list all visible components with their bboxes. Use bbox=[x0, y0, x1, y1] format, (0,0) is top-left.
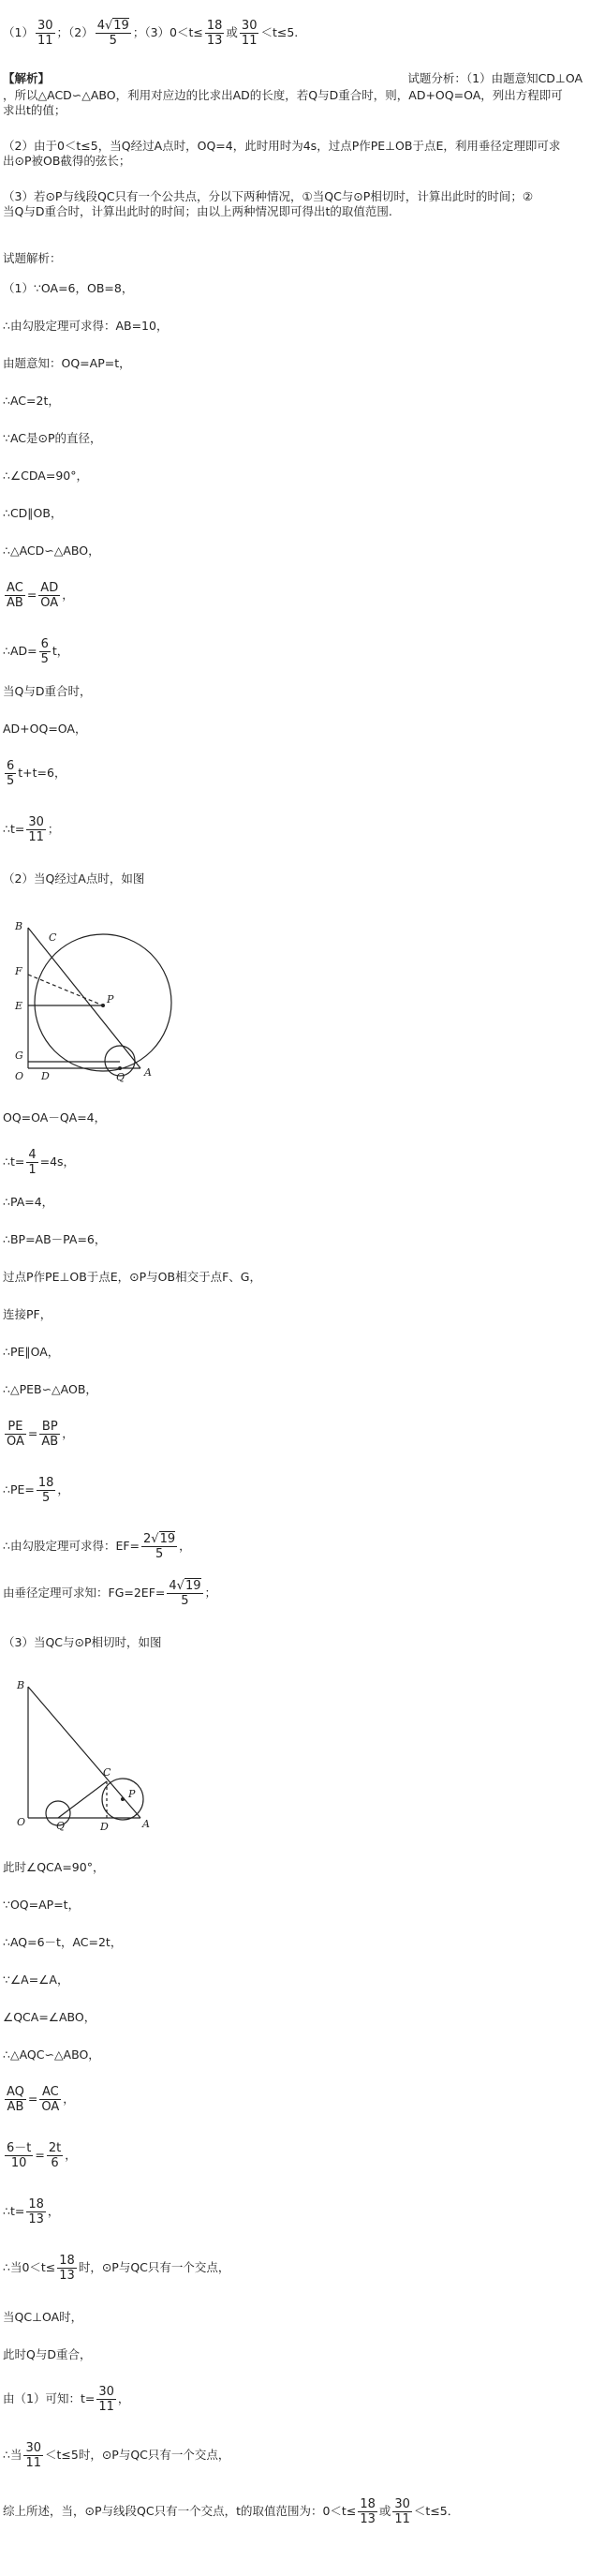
text: ； bbox=[204, 1586, 217, 1600]
solution-step: 当QC⊥OA时， bbox=[3, 2310, 83, 2324]
numerator: AC bbox=[39, 2085, 61, 2100]
text: ∴t= bbox=[3, 822, 25, 836]
numerator: AC bbox=[5, 581, 25, 596]
solution-step: OQ=OA－QA=4， bbox=[3, 1110, 107, 1124]
solution-step: ∵AC是⊙P的直径， bbox=[3, 431, 102, 445]
fraction-sqrt bbox=[96, 19, 131, 48]
label-b: B bbox=[17, 1679, 25, 1691]
text: t， bbox=[52, 644, 69, 658]
denominator: 13 bbox=[28, 2212, 44, 2226]
circle-p bbox=[35, 934, 171, 1071]
text: ＜t≤5时，⊙P与QC只有一个交点， bbox=[45, 2448, 230, 2462]
fraction bbox=[5, 1420, 26, 1449]
point-q bbox=[118, 1066, 122, 1070]
punct: ， bbox=[62, 588, 74, 602]
solution-step: 此时∠QCA=90°， bbox=[3, 1860, 105, 1874]
fraction bbox=[240, 19, 259, 48]
analysis-text: （2）由于0＜t≤5，当Q经过A点时，OQ=4，此时用时为4s，过点P作PE⊥OB于点E，利用垂径定理即可求 bbox=[3, 139, 561, 153]
solution-step bbox=[3, 1476, 69, 1505]
answer-line bbox=[3, 19, 298, 48]
label-o: O bbox=[15, 1070, 24, 1082]
fraction bbox=[5, 759, 16, 788]
denominator: 5 bbox=[155, 1547, 164, 1561]
label-q: Q bbox=[116, 1071, 125, 1082]
solution-step: ∴CD∥OB， bbox=[3, 506, 63, 520]
fraction bbox=[39, 2085, 61, 2114]
denominator: 13 bbox=[59, 2269, 75, 2283]
label-c: C bbox=[103, 1766, 111, 1779]
equals: = bbox=[35, 2148, 45, 2162]
solution-step bbox=[3, 759, 66, 788]
denominator: OA bbox=[40, 596, 59, 610]
solution-step: ∠QCA=∠ABO， bbox=[3, 2010, 96, 2024]
text: ； bbox=[47, 822, 60, 836]
solution-step: ∴△AQC∽△ABO， bbox=[3, 2047, 100, 2062]
denominator: 10 bbox=[10, 2156, 27, 2170]
denominator: OA bbox=[41, 2100, 60, 2114]
fraction bbox=[26, 815, 46, 844]
separator: ；（2） bbox=[56, 25, 94, 39]
point-p bbox=[101, 1004, 105, 1007]
solution-step bbox=[3, 2441, 229, 2470]
analysis-intro: 试题分析：（1）由题意知CD⊥OA bbox=[407, 71, 583, 85]
solution-step: AD+OQ=OA， bbox=[3, 722, 87, 736]
solution-step: ∴AC=2t， bbox=[3, 394, 60, 408]
radicand: 19 bbox=[159, 1532, 176, 1546]
coefficient: 2 bbox=[143, 1532, 152, 1546]
solution-step bbox=[3, 2197, 59, 2226]
solution-step bbox=[3, 2385, 129, 2414]
numerator: 18 bbox=[206, 19, 223, 33]
solution-title: 试题解析： bbox=[3, 251, 62, 265]
solution-step: 连接PF， bbox=[3, 1307, 52, 1321]
text: ∴当 bbox=[3, 2448, 22, 2462]
solution-step: ∴△PEB∽△AOB， bbox=[3, 1382, 97, 1396]
solution-step: ∴∠CDA=90°， bbox=[3, 469, 88, 483]
label-q: Q bbox=[56, 1820, 66, 1832]
label-d: D bbox=[100, 1821, 109, 1833]
fraction bbox=[38, 581, 60, 610]
numerator: 30 bbox=[37, 19, 53, 33]
radicand: 19 bbox=[113, 19, 129, 33]
separator: ；（3）0＜t≤ bbox=[132, 25, 203, 39]
text: 由垂径定理可求知：FG=2EF= bbox=[3, 1586, 166, 1600]
fraction bbox=[36, 19, 55, 48]
label-e: E bbox=[15, 1000, 23, 1012]
analysis-text: （3）若⊙P与线段QC只有一个公共点，分以下两种情况，①当QC与⊙P相切时，计算出此时的时间；② bbox=[3, 189, 534, 203]
numerator: 30 bbox=[28, 815, 44, 829]
solution-step bbox=[3, 1148, 75, 1177]
fraction bbox=[5, 581, 25, 610]
analysis-text: 求出t的值； bbox=[3, 103, 66, 117]
denominator: 5 bbox=[7, 774, 15, 788]
text: 时，⊙P与QC只有一个交点， bbox=[78, 2260, 230, 2274]
text: ∴当0＜t≤ bbox=[3, 2260, 56, 2274]
conclusion bbox=[3, 2497, 459, 2526]
fraction-sqrt bbox=[167, 1579, 202, 1608]
text: =4s， bbox=[39, 1154, 76, 1169]
denominator: 5 bbox=[40, 652, 49, 666]
solution-step: （2）当Q经过A点时，如图 bbox=[3, 871, 145, 886]
fraction bbox=[47, 2141, 63, 2170]
fraction bbox=[96, 2385, 116, 2414]
numerator: 18 bbox=[37, 1476, 54, 1490]
punct: ， bbox=[62, 1426, 74, 1440]
equals: = bbox=[26, 588, 37, 602]
point-p bbox=[121, 1797, 125, 1801]
denominator: 1 bbox=[28, 1163, 37, 1177]
numerator: 30 bbox=[98, 2385, 114, 2399]
solution-step: 由题意知：OQ=AP=t， bbox=[3, 356, 131, 370]
text: ， bbox=[179, 1539, 191, 1553]
label-c: C bbox=[49, 931, 57, 944]
fraction bbox=[5, 2141, 33, 2170]
denominator: 5 bbox=[181, 1594, 189, 1608]
denominator: 11 bbox=[241, 34, 258, 48]
text: ， bbox=[117, 2391, 130, 2405]
solution-step: （3）当QC与⊙P相切时，如图 bbox=[3, 1635, 162, 1649]
text: ∴t= bbox=[3, 2204, 25, 2218]
numerator: 6 bbox=[7, 759, 15, 773]
analysis-text: ，所以△ACD∽△ABO，利用对应边的比求出AD的长度，若Q与D重合时，则，AD+OQ=OA，列出方程即可 bbox=[3, 88, 563, 102]
label-b: B bbox=[15, 920, 23, 932]
numerator: AD bbox=[40, 581, 59, 595]
label-a: A bbox=[142, 1818, 150, 1830]
label-p: P bbox=[128, 1788, 136, 1800]
text: ， bbox=[47, 2204, 60, 2218]
numerator: 30 bbox=[241, 19, 258, 33]
fraction bbox=[39, 637, 51, 666]
text: 综上所述，当，⊙P与线段QC只有一个交点，t的取值范围为：0＜t≤ bbox=[3, 2504, 357, 2518]
analysis-label: 【解析】 bbox=[3, 71, 51, 85]
fraction bbox=[39, 1420, 60, 1449]
geometry-figure-2 bbox=[9, 1668, 159, 1837]
text: ， bbox=[57, 1482, 69, 1496]
solution-step: 此时Q与D重合， bbox=[3, 2347, 92, 2361]
solution-step: ∴AQ=6－t，AC=2t， bbox=[3, 1935, 123, 1949]
text: 由（1）可知：t= bbox=[3, 2391, 96, 2405]
analysis-text: 当Q与D重合时，计算出此时的时间；由以上两种情况即可得出t的取值范围. bbox=[3, 204, 392, 218]
text: ∴由勾股定理可求得：EF= bbox=[3, 1539, 140, 1553]
ratio-equation bbox=[3, 2141, 77, 2170]
fraction bbox=[26, 1148, 37, 1177]
answer-tail: ＜t≤5. bbox=[260, 25, 299, 39]
fraction bbox=[23, 2441, 43, 2470]
label-p: P bbox=[107, 993, 114, 1005]
fraction-sqrt bbox=[141, 1532, 177, 1561]
solution-step: 当Q与D重合时， bbox=[3, 684, 92, 698]
numerator: 6 bbox=[40, 637, 49, 651]
numerator: 4 bbox=[28, 1148, 37, 1162]
numerator: AQ bbox=[7, 2085, 24, 2099]
fraction bbox=[5, 2085, 26, 2114]
ratio-equation bbox=[3, 1420, 74, 1449]
denominator: AB bbox=[41, 1435, 59, 1449]
label-g: G bbox=[15, 1050, 23, 1062]
numerator: PE bbox=[5, 1420, 26, 1435]
denominator: AB bbox=[7, 2100, 24, 2114]
label-a: A bbox=[144, 1066, 152, 1079]
denominator: AB bbox=[7, 596, 23, 610]
ratio-equation bbox=[3, 2085, 75, 2114]
numerator: 6－t bbox=[7, 2141, 32, 2155]
answer-prefix: （1） bbox=[3, 25, 34, 39]
text: ＜t≤5． bbox=[413, 2504, 460, 2518]
numerator: 2t bbox=[48, 2141, 62, 2155]
fraction bbox=[26, 2197, 46, 2226]
equals: = bbox=[27, 2092, 38, 2106]
denominator: 5 bbox=[42, 1491, 51, 1505]
denominator: 5 bbox=[109, 34, 117, 48]
denominator: 11 bbox=[37, 34, 53, 48]
label-d: D bbox=[41, 1070, 50, 1082]
denominator: 11 bbox=[394, 2512, 410, 2526]
solution-step: ∴BP=AB－PA=6， bbox=[3, 1232, 107, 1246]
fraction bbox=[392, 2497, 412, 2526]
solution-step: ∴PE∥OA， bbox=[3, 1345, 60, 1359]
analysis-text: 出⊙P被OB截得的弦长； bbox=[3, 154, 131, 168]
coefficient: 4 bbox=[96, 19, 105, 33]
numerator: 18 bbox=[360, 2497, 376, 2511]
text: ∴PE= bbox=[3, 1482, 35, 1496]
numerator: 18 bbox=[59, 2254, 75, 2268]
equals: = bbox=[27, 1426, 38, 1440]
geometry-figure-1 bbox=[9, 909, 173, 1082]
solution-step: （1）∵OA=6，OB=8， bbox=[3, 281, 134, 295]
text: ∴t= bbox=[3, 1154, 25, 1169]
solution-step bbox=[3, 1579, 216, 1608]
denominator: 11 bbox=[28, 830, 44, 844]
denominator: 11 bbox=[25, 2456, 41, 2470]
numerator: 4√19 bbox=[169, 1579, 201, 1593]
coefficient: 4 bbox=[169, 1579, 177, 1593]
fraction bbox=[37, 1476, 56, 1505]
punct: ， bbox=[63, 2092, 75, 2106]
denominator: 13 bbox=[360, 2512, 376, 2526]
numerator: 30 bbox=[394, 2497, 410, 2511]
fraction bbox=[358, 2497, 377, 2526]
numerator: 2√19 bbox=[143, 1532, 176, 1546]
denominator: 13 bbox=[206, 34, 223, 48]
solution-step: ∵∠A=∠A， bbox=[3, 1973, 69, 1987]
text: ∴AD= bbox=[3, 644, 37, 658]
numerator: 18 bbox=[28, 2197, 44, 2211]
numerator: 30 bbox=[25, 2441, 41, 2455]
solution-step bbox=[3, 2254, 229, 2283]
segment-qc bbox=[58, 1781, 107, 1818]
solution-step: ∵OQ=AP=t， bbox=[3, 1898, 81, 1912]
solution-step: ∴△ACD∽△ABO， bbox=[3, 543, 100, 558]
denominator: 11 bbox=[98, 2400, 114, 2414]
numerator: BP bbox=[39, 1420, 60, 1435]
denominator: OA bbox=[7, 1435, 24, 1449]
label-o: O bbox=[17, 1816, 26, 1828]
fraction bbox=[57, 2254, 77, 2283]
punct: ， bbox=[65, 2148, 77, 2162]
solution-step: ∴由勾股定理可求得：AB=10， bbox=[3, 319, 169, 333]
or-word: 或 bbox=[378, 2504, 391, 2518]
solution-step: ∴PA=4， bbox=[3, 1195, 54, 1209]
label-f: F bbox=[15, 965, 22, 977]
or-word: 或 bbox=[226, 25, 238, 39]
ratio-equation bbox=[3, 581, 74, 610]
radicand: 19 bbox=[184, 1579, 201, 1593]
solution-step bbox=[3, 637, 68, 666]
denominator: 6 bbox=[51, 2156, 59, 2170]
fraction bbox=[205, 19, 225, 48]
solution-step: 过点P作PE⊥OB于点E，⊙P与OB相交于点F、G， bbox=[3, 1270, 261, 1284]
solution-step bbox=[3, 815, 59, 844]
text: t+t=6， bbox=[18, 766, 66, 780]
numerator: 4√19 bbox=[96, 19, 129, 33]
solution-step bbox=[3, 1532, 191, 1561]
